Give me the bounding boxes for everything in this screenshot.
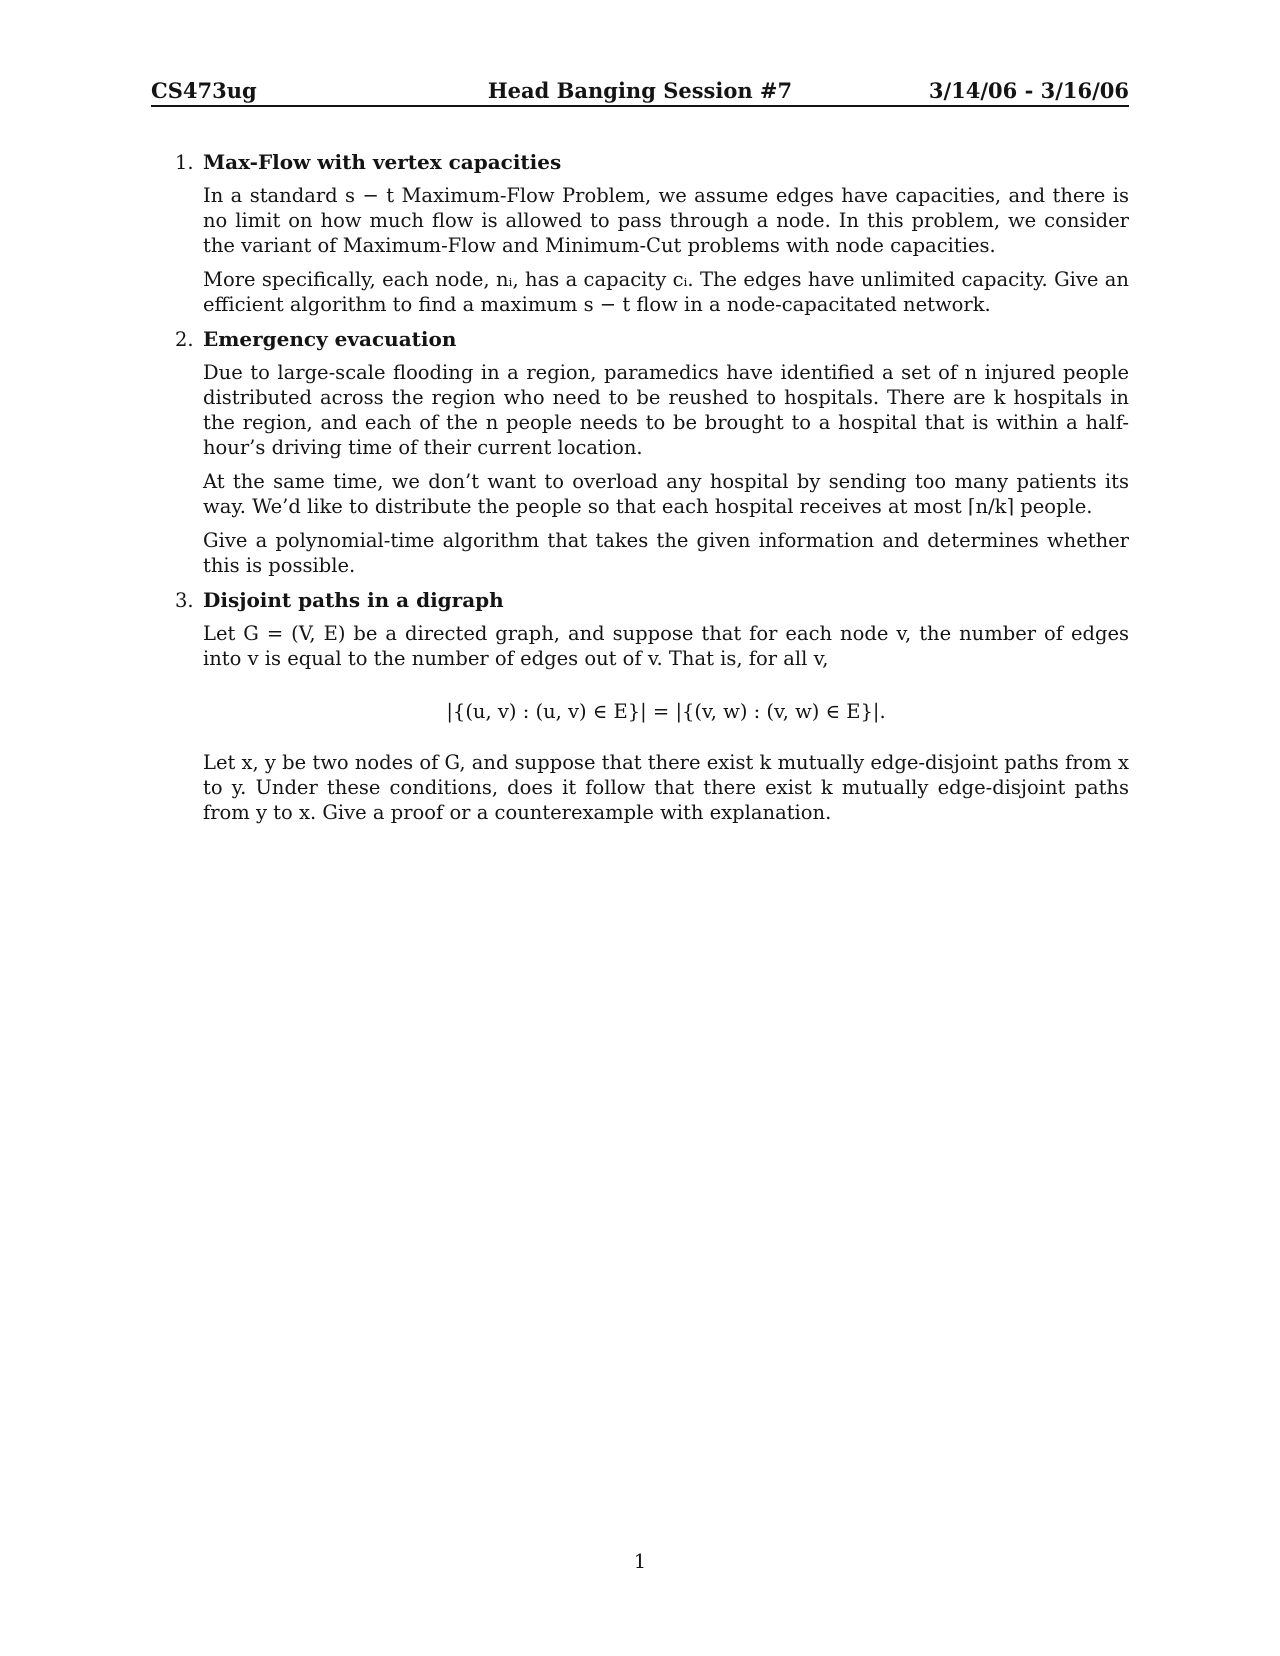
date-range: 3/14/06 - 3/16/06 (928, 78, 1129, 103)
session-title: Head Banging Session #7 (487, 78, 793, 103)
problem-3 (151, 588, 1129, 825)
problem-paragraph: Due to large-scale flooding in a region, paramedics have identified a set of n injured people distributed across the region who need to be reushed to hospitals. There are k hospitals in the region, and each of the n people needs to be brought to a hospital that is within a half-hour’s driving time of their current location. (203, 361, 1129, 459)
problem-paragraph: Let x, y be two nodes of G, and suppose that there exist k mutually edge-disjoint paths from x to y. Under these conditions, does it follow that there exist k mutually edge-disjoint paths from y to x. Give a proof or a counterexample with explanation. (203, 751, 1129, 824)
problem-title: Max-Flow with vertex capacities (203, 150, 562, 174)
problem-title: Emergency evacuation (203, 327, 457, 351)
header-rule (151, 105, 1129, 107)
problem-1 (151, 150, 1129, 317)
problem-number: 3. (175, 589, 194, 612)
course-code: CS473ug (151, 78, 257, 103)
problem-paragraph: Give a polynomial-time algorithm that takes the given information and determines whether this is possible. (203, 529, 1129, 577)
page-number: 1 (633, 1550, 647, 1573)
problem-list (151, 150, 1129, 835)
problem-number: 1. (175, 151, 194, 174)
page-header (151, 78, 1129, 106)
problem-2 (151, 327, 1129, 578)
problem-number: 2. (175, 328, 194, 351)
problem-paragraph: More specifically, each node, nᵢ, has a capacity cᵢ. The edges have unlimited capacity. Give an efficient algorithm to find a maximum s − t flow in a node-capacitated network. (203, 268, 1129, 316)
problem-title: Disjoint paths in a digraph (203, 588, 504, 612)
problem-paragraph: Let G = (V, E) be a directed graph, and suppose that for each node v, the number of edges into v is equal to the number of edges out of v. That is, for all v, (203, 622, 1129, 670)
display-equation: |{(u, v) : (u, v) ∈ E}| = |{(v, w) : (v, w) ∈ E}|. (446, 700, 886, 723)
problem-paragraph: At the same time, we don’t want to overload any hospital by sending too many patients its way. We’d like to distribute the people so that each hospital receives at most ⌈n/k⌉ people. (203, 470, 1129, 518)
problem-paragraph: In a standard s − t Maximum-Flow Problem, we assume edges have capacities, and there is no limit on how much flow is allowed to pass through a node. In this problem, we consider the variant of Maximum-Flow and Minimum-Cut problems with node capacities. (203, 184, 1129, 257)
